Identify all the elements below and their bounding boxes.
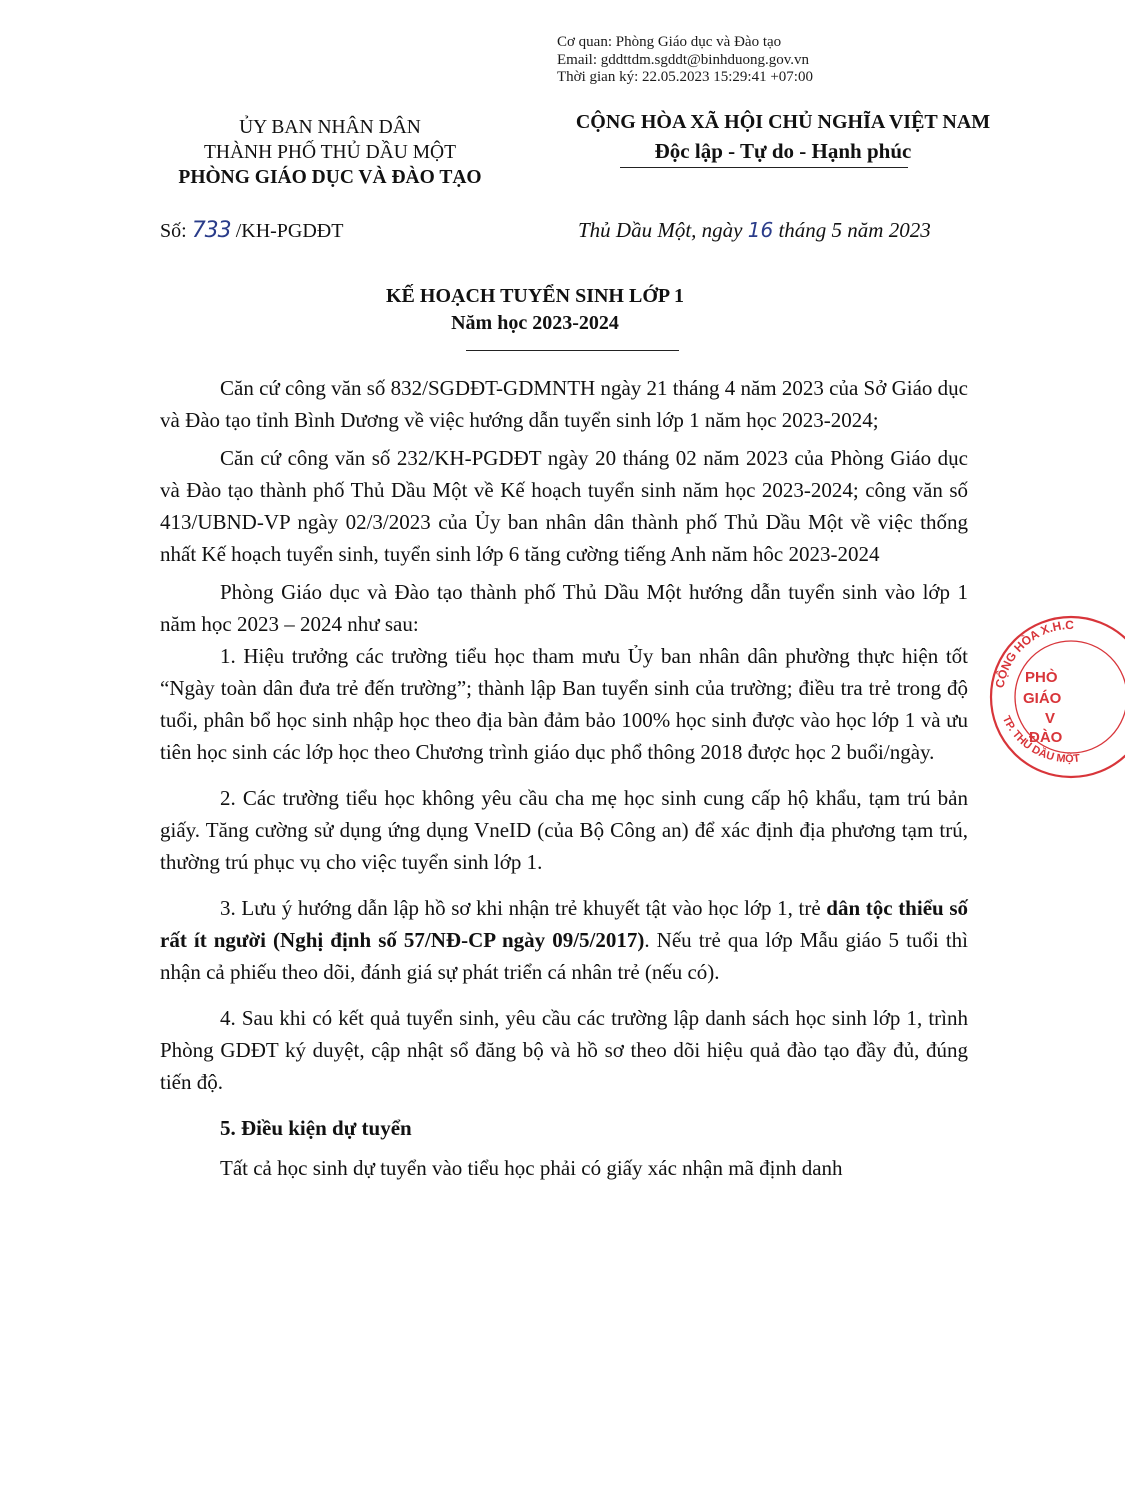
red-seal-stamp <box>985 612 1125 782</box>
national-motto: Độc lập - Tự do - Hạnh phúc <box>654 139 912 163</box>
paragraph-item-2: 2. Các trường tiểu học không yêu cầu cha mẹ học sinh cung cấp hộ khẩu, tạm trú bản giấy. Tăng cường sử dụng ứng dụng VneID (của Bộ Công an) để xác định địa phương tạm trú, thường trú phục vụ cho việc tuyển sinh lớp 1. <box>160 786 968 874</box>
seal-arc-text: CỘNG HÒA X.H.C <box>992 617 1075 690</box>
seal-center-line-2: GIÁO <box>1023 690 1062 707</box>
document-title <box>200 283 870 337</box>
doc-number-suffix: /KH-PGDĐT <box>230 220 344 242</box>
seal-center-line-4: ĐÀO <box>1029 729 1063 746</box>
title-line-1: KẾ HOẠCH TUYỂN SINH LỚP 1 <box>385 285 685 307</box>
country-name: CỘNG HÒA XÃ HỘI CHỦ NGHĨA VIỆT NAM <box>575 111 991 133</box>
doc-number-handwritten: 733 <box>191 218 231 243</box>
paragraph-basis-2: Căn cứ công văn số 232/KH-PGDĐT ngày 20 tháng 02 năm 2023 của Phòng Giáo dục và Đào tạo thành phố Thủ Dầu Một về Kế hoạch tuyển sinh năm học 2023-2024; công văn số 413/UBND-VP ngày 02/3/2023 của Ủy ban nhân dân thành phố Thủ Dầu Một về việc thống nhất Kế hoạch tuyển sinh, tuyển sinh lớp 6 tăng cường tiếng Anh năm hôc 2023-2024 <box>160 446 968 566</box>
date-prefix: Thủ Dầu Một, ngày <box>578 218 748 242</box>
signature-agency: Cơ quan: Phòng Giáo dục và Đào tạo <box>557 34 782 50</box>
section-heading-5: 5. Điều kiện dự tuyển <box>220 1116 412 1140</box>
title-underline <box>466 350 679 351</box>
document-number <box>160 218 343 243</box>
paragraph-item-3 <box>160 892 968 988</box>
paragraph-conditions: Tất cả học sinh dự tuyển vào tiểu học phải có giấy xác nhận mã định danh <box>220 1156 843 1180</box>
title-line-2: Năm học 2023-2024 <box>451 312 619 334</box>
paragraph-item-1: 1. Hiệu trưởng các trường tiểu học tham mưu Ủy ban nhân dân phường thực hiện tốt “Ngày toàn dân đưa trẻ đến trường”; thành lập Ban tuyển sinh của trường; điều tra trẻ trong độ tuổi, phân bổ học sinh nhập học theo địa bàn đảm bảo 100% học sinh được vào học lớp 1 và ưu tiên học sinh các lớp học theo Chương trình giáo dục phổ thông 2018 được học 2 buổi/ngày. <box>160 644 968 764</box>
seal-center-line-3: V <box>1045 710 1056 727</box>
paragraph-basis-1: Căn cứ công văn số 832/SGDĐT-GDMNTH ngày 21 tháng 4 năm 2023 của Sở Giáo dục và Đào tạo tỉnh Bình Dương về việc hướng dẫn tuyển sinh lớp 1 năm học 2023-2024; <box>160 376 968 432</box>
signature-email: Email: gddttdm.sgddt@binhduong.gov.vn <box>557 51 810 68</box>
paragraph-item-4: 4. Sau khi có kết quả tuyển sinh, yêu cầu các trường lập danh sách học sinh lớp 1, trình Phòng GDĐT ký duyệt, cập nhật sổ đăng bộ và hồ sơ theo dõi hiệu quả đào tạo đầy đủ, đúng tiến độ. <box>160 1006 968 1094</box>
motto-underline <box>620 167 908 168</box>
issuing-organization <box>140 115 520 190</box>
item-3-text-a: 3. Lưu ý hướng dẫn lập hồ sơ khi nhận trẻ khuyết tật vào học lớp 1, trẻ <box>220 896 827 920</box>
seal-center-line-1: PHÒ <box>1025 669 1058 686</box>
signature-time: Thời gian ký: 22.05.2023 15:29:41 +07:00 <box>557 69 813 85</box>
paragraph-intro: Phòng Giáo dục và Đào tạo thành phố Thủ Dầu Một hướng dẫn tuyển sinh vào lớp 1 năm học 2023 – 2024 như sau: <box>160 580 968 636</box>
digital-signature-info <box>557 34 813 87</box>
issue-date <box>578 218 931 243</box>
date-suffix: tháng 5 năm 2023 <box>773 218 931 242</box>
item-3-text-c: . Nếu trẻ qua lớp Mẫu giáo 5 tuổi thì nhận cả phiếu theo dõi, đánh giá sự phát triển cá nhân trẻ (nếu có). <box>160 928 968 984</box>
date-day-handwritten: 16 <box>747 218 774 242</box>
org-line-1: ỦY BAN NHÂN DÂN <box>239 117 421 138</box>
document-body <box>160 372 968 1184</box>
org-line-2: THÀNH PHỐ THỦ DẦU MỘT <box>203 142 457 163</box>
org-line-3: PHÒNG GIÁO DỤC VÀ ĐÀO TẠO <box>178 167 482 188</box>
doc-number-prefix: Số: <box>160 220 192 242</box>
national-header <box>548 108 1018 166</box>
seal-bottom-text: TP. THỦ DẦU MỘT <box>999 714 1081 766</box>
item-3-bold-text: dân tộc thiểu số rất ít người (Nghị định số 57/NĐ-CP ngày 09/5/2017) <box>160 896 968 952</box>
